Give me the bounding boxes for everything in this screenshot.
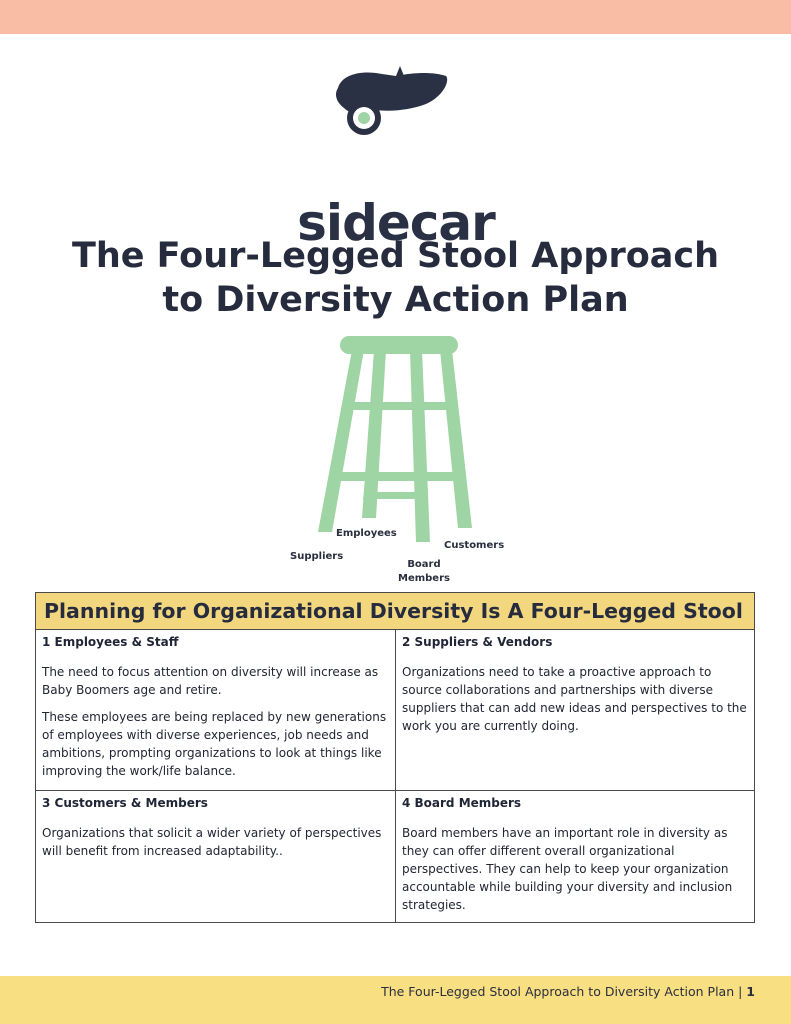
sidecar-logo: [290, 66, 502, 252]
label-board-line-2: Members: [398, 573, 450, 584]
label-board-line-1: Board: [407, 559, 441, 570]
cell-title: 2 Suppliers & Vendors: [402, 635, 553, 649]
label-suppliers: Suppliers: [290, 551, 344, 562]
cell-suppliers-vendors: [395, 630, 754, 790]
label-customers: Customers: [444, 540, 505, 551]
footer-text: [381, 976, 755, 1008]
logo-wordmark: sidecar: [297, 194, 495, 252]
plan-row-2: [36, 790, 754, 922]
title-line-2: to Diversity Action Plan: [162, 280, 629, 320]
cell-paragraph: These employees are being replaced by new generations of employees with diverse experiences, job needs and ambitions, prompting organizations to look at things like improving the work/life balance.: [42, 710, 387, 778]
cell-title: 1 Employees & Staff: [42, 635, 179, 649]
title-line-1: The Four-Legged Stool Approach: [71, 236, 720, 276]
cell-customers-members: [36, 791, 395, 922]
plan-row-1: [36, 630, 754, 790]
cell-title: 3 Customers & Members: [42, 796, 208, 810]
footer-band: [0, 976, 791, 1024]
cell-employees-staff: [36, 630, 395, 790]
label-employees: Employees: [336, 528, 397, 539]
stool-illustration: [300, 332, 490, 542]
cell-title: 4 Board Members: [402, 796, 522, 810]
label-board-members: [398, 558, 450, 586]
cell-paragraph: Organizations need to take a proactive approach to source collaborations and partnerships with diverse suppliers that can add new ideas and perspectives to the work you are currently doing.: [402, 665, 747, 733]
sidecar-vehicle-icon: [330, 66, 460, 138]
cell-paragraph: The need to focus attention on diversity will increase as Baby Boomers age and retire.: [42, 665, 379, 697]
top-accent-band: [0, 0, 791, 34]
page-title: [20, 234, 771, 322]
plan-heading: Planning for Organizational Diversity Is A Four-Legged Stool: [36, 593, 754, 630]
page-number: 1: [746, 984, 755, 999]
cell-paragraph: Organizations that solicit a wider variety of perspectives will benefit from increased adaptability..: [42, 826, 382, 858]
cell-board-members: [395, 791, 754, 922]
cell-paragraph: Board members have an important role in diversity as they can offer different overall organizational perspectives. They can help to keep your organization accountable while building your diversity and inclusion strategies.: [402, 826, 733, 912]
plan-table: [35, 592, 755, 923]
footer-title: The Four-Legged Stool Approach to Diversity Action Plan |: [381, 984, 743, 999]
